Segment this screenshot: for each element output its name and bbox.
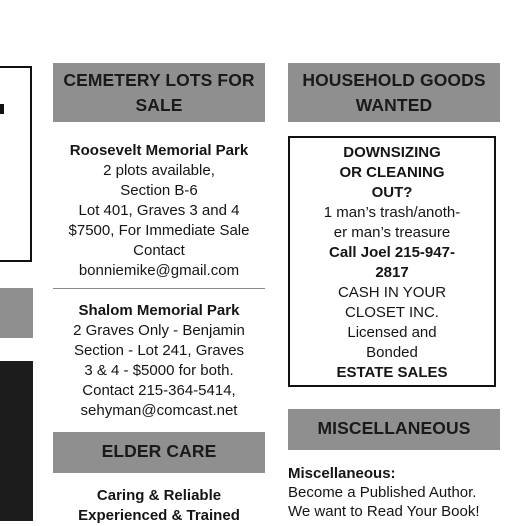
household-goods-header — [288, 63, 500, 122]
ad-line: Bonded — [366, 344, 418, 361]
ad-line: 2 plots available, — [103, 162, 215, 179]
ad-title: Roosevelt Memorial Park — [69, 142, 249, 159]
miscellaneous-ad — [288, 464, 512, 521]
ad-line: Become a Published Author. — [288, 484, 477, 501]
left-column-black-ad — [0, 361, 33, 521]
downsizing-ad-box — [288, 136, 496, 387]
ad-line: CLOSET INC. — [345, 304, 439, 321]
ad-email: sehyman@comcast.net — [80, 402, 238, 419]
ad-line: Contact — [133, 242, 185, 259]
ad-line: $7500, For Immediate Sale — [68, 222, 250, 239]
header-line: WANTED — [355, 95, 433, 115]
ad-phone: 2817 — [375, 264, 409, 281]
downsizing-ad-text — [290, 138, 494, 383]
ad-title: Shalom Memorial Park — [78, 302, 240, 319]
header-line: SALE — [135, 95, 183, 115]
header-line: HOUSEHOLD GOODS — [302, 70, 486, 90]
ad-line: Licensed and — [347, 324, 437, 341]
ad-line: Section B-6 — [120, 182, 198, 199]
left-column-header-bar — [0, 288, 33, 338]
ad-email: bonniemike@gmail.com — [78, 262, 240, 279]
ad-line: CASH IN YOUR — [337, 284, 447, 301]
ad-title: Experienced & Trained — [78, 507, 240, 524]
elder-care-header — [53, 432, 265, 473]
elder-care-ad — [53, 486, 265, 526]
cemetery-ad-roosevelt — [53, 141, 265, 281]
ad-line: 3 & 4 - $5000 for both. — [84, 362, 234, 379]
ad-line: er man’s treasure — [333, 224, 451, 241]
left-column-ad-border — [0, 66, 32, 262]
ad-title: Caring & Reliable — [96, 487, 222, 504]
ad-line: 2 Graves Only - Benjamin — [73, 322, 245, 339]
ad-line: We want to Read Your Book! — [288, 503, 480, 520]
ad-title: Miscellaneous: — [288, 465, 396, 482]
ad-title: OUT? — [371, 184, 413, 201]
cemetery-lots-header — [53, 63, 265, 122]
header-line: MISCELLANEOUS — [317, 418, 471, 438]
left-column-text-fragment — [0, 104, 4, 114]
ad-line: Contact 215-364-5414, — [82, 382, 236, 399]
ad-title: DOWNSIZING — [343, 144, 441, 161]
ad-phone: Call Joel 215-947- — [329, 244, 455, 261]
ad-title: OR CLEANING — [339, 164, 445, 181]
ad-divider — [53, 288, 265, 289]
header-line: CEMETERY LOTS FOR — [63, 70, 255, 90]
cemetery-ad-shalom — [53, 301, 265, 421]
ad-line: Section - Lot 241, Graves — [73, 342, 245, 359]
ad-line: 1 man’s trash/anoth- — [323, 204, 461, 221]
ad-line: Lot 401, Graves 3 and 4 — [78, 202, 240, 219]
ad-footer: ESTATE SALES — [336, 364, 448, 381]
header-line: ELDER CARE — [101, 441, 217, 461]
miscellaneous-header — [288, 409, 500, 450]
